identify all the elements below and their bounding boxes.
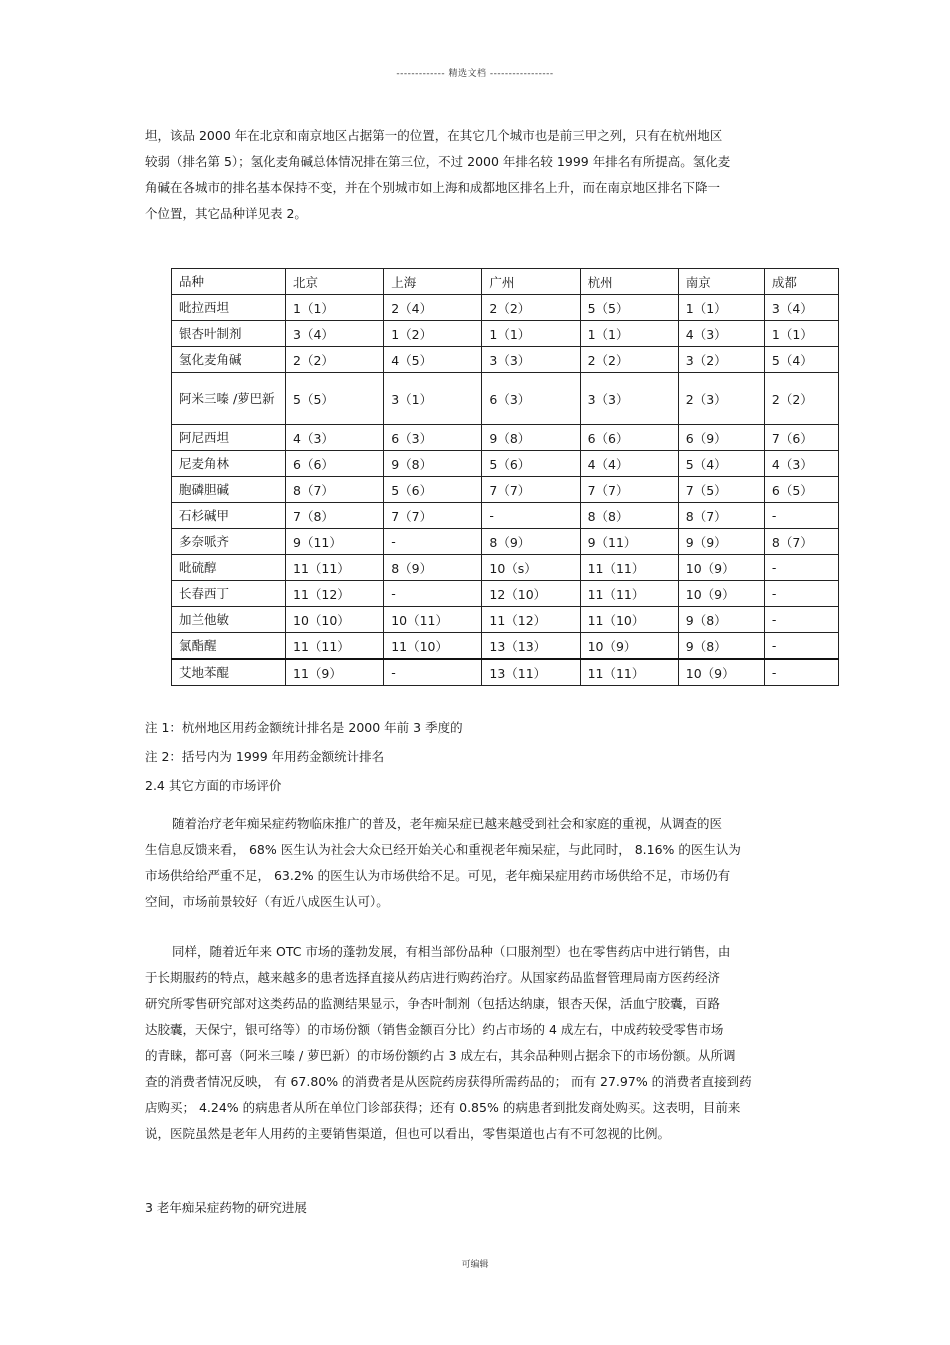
table-row — [172, 373, 839, 425]
table-cell-rank: 8（9） — [384, 555, 482, 581]
table-cell-rank: 9（11） — [580, 529, 678, 555]
table-cell-rank: 8（7） — [764, 529, 838, 555]
table-cell-rank: 2（4） — [384, 295, 482, 321]
table-cell-rank: 11（9） — [286, 659, 384, 686]
table-cell-rank: 3（3） — [580, 373, 678, 425]
table-cell-rank: - — [764, 555, 838, 581]
table-cell-rank: 6（3） — [482, 373, 580, 425]
table-cell-variety: 加兰他敏 — [172, 607, 286, 633]
table-cell-rank: 7（7） — [482, 477, 580, 503]
table-cell-rank: 6（6） — [286, 451, 384, 477]
table-cell-rank: - — [764, 503, 838, 529]
table-cell-rank: 1（2） — [384, 321, 482, 347]
table-header-cell: 成都 — [764, 269, 838, 295]
table-cell-variety: 胞磷胆碱 — [172, 477, 286, 503]
table-cell-variety: 银杏叶制剂 — [172, 321, 286, 347]
table-cell-rank: 4（4） — [580, 451, 678, 477]
table-cell-rank: 8（9） — [482, 529, 580, 555]
table-cell-rank: 4（3） — [678, 321, 764, 347]
paragraph-line: 说，医院虽然是老年人用药的主要销售渠道，但也可以看出，零售渠道也占有不可忽视的比例。 — [145, 1126, 671, 1141]
table-cell-rank: 10（9） — [580, 633, 678, 660]
table-cell-rank: 9（8） — [678, 607, 764, 633]
table-row — [172, 477, 839, 503]
table-cell-rank: 7（5） — [678, 477, 764, 503]
table-cell-rank: 7（6） — [764, 425, 838, 451]
table-cell-variety: 氢化麦角碱 — [172, 347, 286, 373]
table-cell-rank: 8（7） — [286, 477, 384, 503]
section-heading-2-4: 2.4 其它方面的市场评价 — [145, 778, 282, 793]
notes-block — [145, 713, 463, 800]
table-cell-rank: 13（11） — [482, 659, 580, 686]
market-paragraph-1 — [145, 811, 805, 915]
table-cell-variety: 阿米三嗪 /萝巴新 — [172, 373, 286, 425]
paragraph-line: 店购买； 4.24% 的病患者从所在单位门诊部获得；还有 0.85% 的病患者到批发商处购买。这表明，目前来 — [145, 1100, 741, 1115]
table-cell-rank: 2（3） — [678, 373, 764, 425]
table-header-cell: 杭州 — [580, 269, 678, 295]
table-row — [172, 581, 839, 607]
table-cell-rank: 2（2） — [482, 295, 580, 321]
table-cell-rank: 6（9） — [678, 425, 764, 451]
table-cell-variety: 多奈哌齐 — [172, 529, 286, 555]
table-cell-rank: 10（11） — [384, 607, 482, 633]
table-cell-rank: 5（6） — [384, 477, 482, 503]
paragraph-line: 研究所零售研究部对这类药品的监测结果显示，争杏叶制剂（包括达纳康，银杏天保，活血宁胶囊，百路 — [145, 996, 721, 1011]
table-cell-rank: 6（3） — [384, 425, 482, 451]
table-header-cell: 广州 — [482, 269, 580, 295]
table-cell-rank: 1（1） — [580, 321, 678, 347]
ranking-table — [171, 268, 839, 686]
table-cell-rank: 7（8） — [286, 503, 384, 529]
ranking-table-body — [172, 269, 839, 686]
paragraph-line: 达胶囊，天保宁，银可络等）的市场份额（销售金额百分比）约占市场的 4 成左右，中成药较受零售市场 — [145, 1022, 724, 1037]
intro-paragraph — [145, 123, 805, 227]
table-cell-rank: 3（1） — [384, 373, 482, 425]
table-cell-rank: 9（9） — [678, 529, 764, 555]
table-row — [172, 321, 839, 347]
table-row — [172, 451, 839, 477]
table-cell-rank: 1（1） — [286, 295, 384, 321]
table-header-cell: 南京 — [678, 269, 764, 295]
table-cell-rank: - — [764, 633, 838, 660]
intro-line: 较弱（排名第 5）；氢化麦角碱总体情况排在第三位，不过 2000 年排名较 1999 年排名有所提高。氢化麦 — [145, 154, 731, 169]
table-header-cell: 北京 — [286, 269, 384, 295]
table-row — [172, 529, 839, 555]
table-cell-rank: - — [482, 503, 580, 529]
paragraph-line: 查的消费者情况反映， 有 67.80% 的消费者是从医院药房获得所需药品的； 而有 27.97% 的消费者直接到药 — [145, 1074, 752, 1089]
table-cell-rank: 8（8） — [580, 503, 678, 529]
table-cell-rank: 3（2） — [678, 347, 764, 373]
table-cell-rank: 10（9） — [678, 659, 764, 686]
table-cell-rank: 11（11） — [580, 581, 678, 607]
table-cell-rank: 10（10） — [286, 607, 384, 633]
table-cell-rank: - — [384, 529, 482, 555]
table-cell-variety: 吡硫醇 — [172, 555, 286, 581]
table-cell-rank: 11（11） — [580, 659, 678, 686]
note-2: 注 2：括号内为 1999 年用药金额统计排名 — [145, 749, 385, 764]
paragraph-line: 生信息反馈来看， 68% 医生认为社会大众已经开始关心和重视老年痴呆症，与此同时， 8.16% 的医生认为 — [145, 842, 741, 857]
intro-line: 角碱在各城市的排名基本保持不变，并在个别城市如上海和成都地区排名上升，而在南京地区排名下降一 — [145, 180, 721, 195]
paragraph-line: 的青睐，都可喜（阿米三嗪 / 萝巴新）的市场份额约占 3 成左右，其余品种则占据余下的市场份额。从所调 — [145, 1048, 736, 1063]
table-cell-rank: 2（2） — [764, 373, 838, 425]
table-cell-rank: 5（4） — [678, 451, 764, 477]
table-cell-rank: 2（2） — [580, 347, 678, 373]
table-row — [172, 607, 839, 633]
table-cell-rank: 5（5） — [286, 373, 384, 425]
table-cell-rank: 4（3） — [764, 451, 838, 477]
table-cell-rank: 13（13） — [482, 633, 580, 660]
table-cell-rank: - — [764, 607, 838, 633]
table-cell-rank: 1（1） — [482, 321, 580, 347]
table-header-row — [172, 269, 839, 295]
table-cell-rank: - — [764, 581, 838, 607]
table-cell-rank: 12（10） — [482, 581, 580, 607]
note-1: 注 1：杭州地区用药金额统计排名是 2000 年前 3 季度的 — [145, 720, 463, 735]
table-cell-rank: 6（6） — [580, 425, 678, 451]
table-cell-rank: 11（10） — [384, 633, 482, 660]
table-cell-variety: 尼麦角林 — [172, 451, 286, 477]
table-cell-rank: 9（8） — [482, 425, 580, 451]
table-cell-rank: 11（12） — [286, 581, 384, 607]
table-header-cell: 上海 — [384, 269, 482, 295]
paragraph-line: 随着治疗老年痴呆症药物临床推广的普及，老年痴呆症已越来越受到社会和家庭的重视，从调查的医 — [172, 816, 723, 831]
table-cell-rank: 6（5） — [764, 477, 838, 503]
table-cell-variety: 氯酯醒 — [172, 633, 286, 660]
table-cell-rank: 11（11） — [286, 633, 384, 660]
table-cell-rank: - — [384, 581, 482, 607]
table-row — [172, 347, 839, 373]
table-cell-rank: 9（11） — [286, 529, 384, 555]
table-row — [172, 503, 839, 529]
table-row — [172, 633, 839, 660]
paragraph-line: 于长期服药的特点，越来越多的患者选择直接从药店进行购药治疗。从国家药品监督管理局南方医药经济 — [145, 970, 721, 985]
table-cell-rank: 1（1） — [678, 295, 764, 321]
table-cell-rank: 7（7） — [384, 503, 482, 529]
table-cell-rank: 10（9） — [678, 581, 764, 607]
table-cell-rank: 11（11） — [286, 555, 384, 581]
table-cell-rank: 5（4） — [764, 347, 838, 373]
table-cell-rank: 4（3） — [286, 425, 384, 451]
table-cell-rank: 9（8） — [384, 451, 482, 477]
table-row — [172, 295, 839, 321]
table-cell-rank: - — [384, 659, 482, 686]
table-cell-variety: 吡拉西坦 — [172, 295, 286, 321]
table-cell-rank: 11（11） — [580, 555, 678, 581]
table-cell-variety: 长春西丁 — [172, 581, 286, 607]
table-row — [172, 425, 839, 451]
table-cell-rank: 3（4） — [286, 321, 384, 347]
table-cell-rank: 7（7） — [580, 477, 678, 503]
table-cell-rank: 10（9） — [678, 555, 764, 581]
table-cell-variety: 石杉碱甲 — [172, 503, 286, 529]
table-cell-rank: 4（5） — [384, 347, 482, 373]
table-cell-rank: 5（6） — [482, 451, 580, 477]
table-header-cell: 品种 — [172, 269, 286, 295]
page-header: ------------- 精选文档 ----------------- — [396, 69, 554, 79]
paragraph-line: 空间，市场前景较好（有近八成医生认可）。 — [145, 894, 389, 909]
paragraph-line: 市场供给给严重不足， 63.2% 的医生认为市场供给不足。可见，老年痴呆症用药市场供给不足，市场仍有 — [145, 868, 731, 883]
table-cell-rank: 11（10） — [580, 607, 678, 633]
section-heading-3: 3 老年痴呆症药物的研究进展 — [145, 1200, 307, 1215]
page-footer: 可编辑 — [461, 1260, 489, 1270]
table-cell-variety: 阿尼西坦 — [172, 425, 286, 451]
table-cell-rank: 3（3） — [482, 347, 580, 373]
market-paragraph-2 — [145, 939, 805, 1147]
paragraph-line: 同样，随着近年来 OTC 市场的蓬勃发展，有相当部份品种（口服剂型）也在零售药店中进行销售，由 — [172, 944, 731, 959]
table-cell-rank: 9（8） — [678, 633, 764, 660]
table-cell-rank: 2（2） — [286, 347, 384, 373]
table-cell-rank: 3（4） — [764, 295, 838, 321]
intro-line: 个位置，其它品种详见表 2。 — [145, 206, 307, 221]
table-row — [172, 659, 839, 686]
table-cell-rank: 1（1） — [764, 321, 838, 347]
table-row — [172, 555, 839, 581]
table-cell-rank: 11（12） — [482, 607, 580, 633]
table-cell-rank: 10（s） — [482, 555, 580, 581]
table-cell-rank: - — [764, 659, 838, 686]
intro-line: 坦，该品 2000 年在北京和南京地区占据第一的位置，在其它几个城市也是前三甲之列，只有在杭州地区 — [145, 128, 723, 143]
table-cell-rank: 8（7） — [678, 503, 764, 529]
table-cell-rank: 5（5） — [580, 295, 678, 321]
table-cell-variety: 艾地苯醌 — [172, 659, 286, 686]
